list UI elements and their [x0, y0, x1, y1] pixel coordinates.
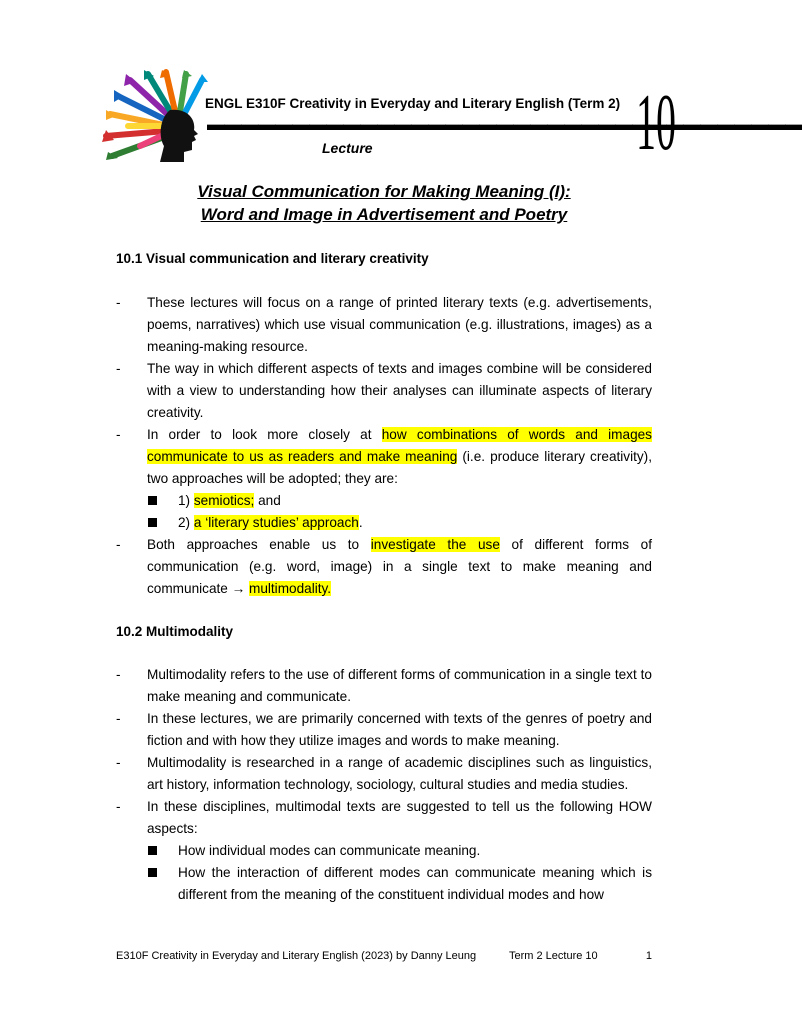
bullet-text-pre: Both approaches enable us to — [147, 537, 371, 552]
header-rule: ▬▬▬▬▬▬▬▬▬▬▬▬▬▬▬▬▬▬▬▬▬▬▬▬▬▬▬▬▬▬▬▬▬▬▬ — [207, 114, 802, 134]
bullet-text-pre: In order to look more closely at — [147, 427, 382, 442]
list-item — [116, 708, 652, 752]
square-bullet-icon — [148, 846, 157, 855]
bullet-dash: - — [116, 361, 121, 376]
sub-item-post: . — [358, 515, 363, 530]
section-10-1-body — [116, 292, 652, 600]
document-title-line2: Word and Image in Advertisement and Poetry — [200, 205, 568, 224]
list-item — [116, 534, 652, 600]
section-heading-10-1: 10.1 Visual communication and literary creativity — [116, 251, 429, 266]
bullet-dash: - — [116, 667, 121, 682]
bullet-text: In these lectures, we are primarily concerned with texts of the genres of poetry and fiction and with how they utilize images and words to make meaning. — [147, 711, 652, 748]
bullet-dash: - — [116, 295, 121, 310]
list-item — [116, 664, 652, 708]
bullet-dash: - — [116, 711, 121, 726]
sub-list-item — [116, 862, 652, 906]
highlighted-text: multimodality. — [249, 581, 332, 596]
creativity-logo — [100, 70, 218, 162]
sub-list-item — [116, 512, 652, 534]
bullet-text: These lectures will focus on a range of printed literary texts (e.g. advertisements, poems, narratives) which use visual communication (e.g. illustrations, images) as a meaning-making resource. — [147, 295, 652, 354]
sub-item-post: and — [254, 493, 281, 508]
highlighted-text: investigate the use — [370, 537, 500, 552]
footer-course: E310F Creativity in Everyday and Literary English (2023) by Danny Leung — [116, 950, 477, 962]
bullet-text: Multimodality is researched in a range of academic disciplines such as linguistics, art history, information technology, sociology, cultural studies and media studies. — [147, 755, 652, 792]
bullet-dash: - — [116, 799, 121, 814]
page-number: 1 — [645, 950, 652, 962]
sub-item-text: How the interaction of different modes can communicate meaning which is different from the meaning of the constituent individual modes and how — [178, 865, 652, 902]
square-bullet-icon — [148, 518, 157, 527]
section-10-2-body — [116, 664, 652, 906]
bullet-text: In these disciplines, multimodal texts are suggested to tell us the following HOW aspects: — [147, 799, 652, 836]
sub-list-item — [116, 840, 652, 862]
bullet-text: Multimodality refers to the use of different forms of communication in a single text to make meaning and communicate. — [147, 667, 652, 704]
list-item — [116, 292, 652, 358]
bullet-dash: - — [116, 755, 121, 770]
list-item — [116, 796, 652, 840]
highlighted-text: semiotics; — [193, 493, 255, 508]
lecture-number: 10 — [636, 79, 676, 167]
course-title: ENGL E310F Creativity in Everyday and Literary English (Term 2) — [205, 96, 621, 111]
square-bullet-icon — [148, 496, 157, 505]
sub-item-number: 2) — [178, 515, 194, 530]
bullet-dash: - — [116, 427, 121, 442]
document-title-line1: Visual Communication for Making Meaning (I): — [197, 182, 571, 201]
section-heading-10-2: 10.2 Multimodality — [116, 624, 234, 639]
bullet-text-post: (i.e. produce literary creativity), two approaches will be adopted; they are: — [147, 449, 652, 486]
bullet-text: The way in which different aspects of texts and images combine will be considered with a view to understanding how their analyses can illuminate aspects of literary creativity. — [147, 361, 652, 420]
sub-item-text: How individual modes can communicate meaning. — [178, 843, 481, 858]
list-item — [116, 752, 652, 796]
sub-list-item — [116, 490, 652, 512]
highlighted-text: a ‘literary studies’ approach — [193, 515, 359, 530]
list-item — [116, 358, 652, 424]
sub-item-number: 1) — [178, 493, 194, 508]
highlighted-text: how combinations of words and images communicate to us as readers and make meaning — [147, 427, 652, 464]
square-bullet-icon — [148, 868, 157, 877]
list-item — [116, 424, 652, 490]
bullet-text-mid: of different forms of communication (e.g. word, image) in a single text to make meaning and communicate — [147, 537, 653, 596]
right-arrow-icon: → — [231, 581, 246, 596]
lecture-label: Lecture — [322, 140, 373, 156]
bullet-dash: - — [116, 537, 121, 552]
footer-lecture: Term 2 Lecture 10 — [509, 950, 598, 962]
